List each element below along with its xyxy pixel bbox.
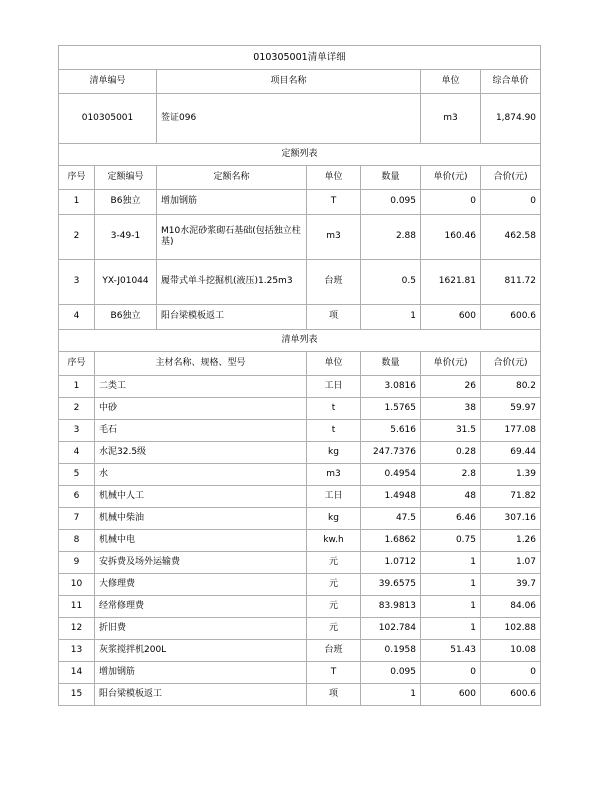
bill-row-qty: 3.0816 (361, 376, 421, 398)
bill-row-total: 84.06 (481, 596, 541, 618)
table-row (59, 618, 541, 640)
bill-row-no: 3 (59, 420, 95, 442)
table-row (59, 508, 541, 530)
bill-row-total: 102.88 (481, 618, 541, 640)
bill-row-total: 307.16 (481, 508, 541, 530)
bill-row-unit: 项 (307, 684, 361, 706)
bill-row-unit: m3 (307, 464, 361, 486)
bill-row-qty: 247.7376 (361, 442, 421, 464)
quota-header-total: 合价(元) (481, 166, 541, 190)
table-row (59, 442, 541, 464)
quota-row-no: 4 (59, 305, 95, 330)
summary-header-code: 清单编号 (59, 70, 157, 94)
bill-row-unit: 元 (307, 552, 361, 574)
bill-row-no: 7 (59, 508, 95, 530)
bill-row-qty: 0.4954 (361, 464, 421, 486)
quota-row-name: 增加钢筋 (157, 190, 307, 215)
bill-row-price: 51.43 (421, 640, 481, 662)
quota-row-code: B6独立 (95, 305, 157, 330)
bill-row-unit: kg (307, 442, 361, 464)
bill-row-price: 26 (421, 376, 481, 398)
table-row (59, 486, 541, 508)
quota-row-total: 0 (481, 190, 541, 215)
page-title: 010305001清单详细 (59, 46, 541, 70)
bill-row-qty: 5.616 (361, 420, 421, 442)
bill-row-unit: 元 (307, 574, 361, 596)
table-row (59, 376, 541, 398)
bill-row-price: 0 (421, 662, 481, 684)
bill-row-no: 8 (59, 530, 95, 552)
bill-row-qty: 1.4948 (361, 486, 421, 508)
bill-row-unit: 台班 (307, 640, 361, 662)
bill-row-unit: T (307, 662, 361, 684)
bill-row-no: 13 (59, 640, 95, 662)
summary-unit-price: 1,874.90 (481, 94, 541, 144)
bill-row-name: 中砂 (95, 398, 307, 420)
bill-row-total: 80.2 (481, 376, 541, 398)
bill-row-price: 6.46 (421, 508, 481, 530)
bill-row-total: 1.07 (481, 552, 541, 574)
table-row (59, 190, 541, 215)
quota-header-name: 定额名称 (157, 166, 307, 190)
bill-row-total: 69.44 (481, 442, 541, 464)
quota-header-row (59, 166, 541, 190)
bill-row-unit: t (307, 420, 361, 442)
bill-row-total: 39.7 (481, 574, 541, 596)
summary-header-name: 项目名称 (157, 70, 421, 94)
bill-header-no: 序号 (59, 352, 95, 376)
bill-row-qty: 83.9813 (361, 596, 421, 618)
quota-row-price: 160.46 (421, 215, 481, 260)
bill-row-unit: 工日 (307, 376, 361, 398)
bill-row-price: 600 (421, 684, 481, 706)
bill-row-unit: t (307, 398, 361, 420)
bill-row-total: 0 (481, 662, 541, 684)
quota-row-name: M10水泥砂浆砌石基础(包括独立柱基) (157, 215, 307, 260)
bill-row-name: 折旧费 (95, 618, 307, 640)
bill-row-price: 0.75 (421, 530, 481, 552)
summary-value-row (59, 94, 541, 144)
bill-row-name: 水泥32.5级 (95, 442, 307, 464)
bill-row-price: 0.28 (421, 442, 481, 464)
bill-row-no: 4 (59, 442, 95, 464)
bill-row-no: 11 (59, 596, 95, 618)
bill-row-name: 阳台梁模板返工 (95, 684, 307, 706)
bill-row-unit: 元 (307, 596, 361, 618)
table-row (59, 662, 541, 684)
bill-row-price: 2.8 (421, 464, 481, 486)
bill-header-total: 合价(元) (481, 352, 541, 376)
table-row (59, 464, 541, 486)
bill-row-qty: 39.6575 (361, 574, 421, 596)
quota-row-name: 履带式单斗挖掘机(液压)1.25m3 (157, 260, 307, 305)
bill-row-name: 安拆费及场外运输费 (95, 552, 307, 574)
bill-row-qty: 0.1958 (361, 640, 421, 662)
table-row (59, 684, 541, 706)
quota-row-no: 3 (59, 260, 95, 305)
quota-row-total: 600.6 (481, 305, 541, 330)
bill-row-total: 1.39 (481, 464, 541, 486)
quota-row-code: YX-J01044 (95, 260, 157, 305)
quota-row-code: 3-49-1 (95, 215, 157, 260)
bill-row-name: 经常修理费 (95, 596, 307, 618)
bill-row-no: 14 (59, 662, 95, 684)
summary-header-unit: 单位 (421, 70, 481, 94)
bill-row-price: 1 (421, 596, 481, 618)
summary-unit: m3 (421, 94, 481, 144)
bill-row-no: 1 (59, 376, 95, 398)
summary-code: 010305001 (59, 94, 157, 144)
bill-row-total: 600.6 (481, 684, 541, 706)
bill-section-banner (59, 330, 541, 352)
quota-row-qty: 1 (361, 305, 421, 330)
summary-header-row (59, 70, 541, 94)
bill-row-qty: 102.784 (361, 618, 421, 640)
table-row (59, 398, 541, 420)
bill-row-no: 5 (59, 464, 95, 486)
detail-table (58, 45, 541, 706)
bill-row-qty: 1.6862 (361, 530, 421, 552)
bill-row-no: 10 (59, 574, 95, 596)
document-page (58, 45, 540, 706)
quota-row-unit: T (307, 190, 361, 215)
bill-row-qty: 1 (361, 684, 421, 706)
quota-row-unit: 项 (307, 305, 361, 330)
bill-row-qty: 0.095 (361, 662, 421, 684)
bill-row-no: 2 (59, 398, 95, 420)
quota-row-no: 2 (59, 215, 95, 260)
bill-header-name: 主材名称、规格、型号 (95, 352, 307, 376)
quota-row-total: 811.72 (481, 260, 541, 305)
bill-row-name: 增加钢筋 (95, 662, 307, 684)
bill-row-price: 1 (421, 574, 481, 596)
detail-table-body (59, 46, 541, 706)
table-row (59, 574, 541, 596)
quota-row-price: 600 (421, 305, 481, 330)
summary-header-unit-price: 综合单价 (481, 70, 541, 94)
quota-row-code: B6独立 (95, 190, 157, 215)
bill-row-no: 15 (59, 684, 95, 706)
quota-banner-label: 定额列表 (59, 144, 541, 166)
quota-header-no: 序号 (59, 166, 95, 190)
quota-row-price: 1621.81 (421, 260, 481, 305)
bill-header-price: 单价(元) (421, 352, 481, 376)
bill-row-name: 机械中柴油 (95, 508, 307, 530)
bill-row-total: 1.26 (481, 530, 541, 552)
quota-row-no: 1 (59, 190, 95, 215)
bill-banner-label: 清单列表 (59, 330, 541, 352)
bill-row-total: 59.97 (481, 398, 541, 420)
bill-row-price: 31.5 (421, 420, 481, 442)
quota-row-qty: 0.095 (361, 190, 421, 215)
bill-row-name: 二类工 (95, 376, 307, 398)
bill-row-name: 灰浆搅拌机200L (95, 640, 307, 662)
quota-row-unit: 台班 (307, 260, 361, 305)
table-row (59, 420, 541, 442)
bill-row-total: 177.08 (481, 420, 541, 442)
summary-name: 签证096 (157, 94, 421, 144)
bill-row-unit: 元 (307, 618, 361, 640)
quota-header-code: 定额编号 (95, 166, 157, 190)
document-title-row (59, 46, 541, 70)
quota-header-price: 单价(元) (421, 166, 481, 190)
bill-row-unit: 工日 (307, 486, 361, 508)
bill-row-name: 大修理费 (95, 574, 307, 596)
table-row (59, 640, 541, 662)
quota-row-qty: 2.88 (361, 215, 421, 260)
table-row (59, 596, 541, 618)
bill-header-qty: 数量 (361, 352, 421, 376)
bill-row-qty: 47.5 (361, 508, 421, 530)
bill-header-row (59, 352, 541, 376)
bill-row-qty: 1.5765 (361, 398, 421, 420)
bill-row-price: 38 (421, 398, 481, 420)
bill-row-price: 48 (421, 486, 481, 508)
bill-row-unit: kg (307, 508, 361, 530)
bill-row-unit: kw.h (307, 530, 361, 552)
bill-row-total: 10.08 (481, 640, 541, 662)
quota-row-qty: 0.5 (361, 260, 421, 305)
bill-row-name: 毛石 (95, 420, 307, 442)
bill-row-qty: 1.0712 (361, 552, 421, 574)
table-row (59, 305, 541, 330)
quota-header-unit: 单位 (307, 166, 361, 190)
quota-header-qty: 数量 (361, 166, 421, 190)
quota-row-total: 462.58 (481, 215, 541, 260)
quota-row-price: 0 (421, 190, 481, 215)
bill-row-name: 机械中人工 (95, 486, 307, 508)
table-row (59, 530, 541, 552)
bill-row-name: 机械中电 (95, 530, 307, 552)
bill-row-total: 71.82 (481, 486, 541, 508)
bill-row-no: 12 (59, 618, 95, 640)
quota-row-name: 阳台梁模板返工 (157, 305, 307, 330)
quota-row-unit: m3 (307, 215, 361, 260)
table-row (59, 552, 541, 574)
bill-row-name: 水 (95, 464, 307, 486)
table-row (59, 215, 541, 260)
bill-header-unit: 单位 (307, 352, 361, 376)
bill-row-price: 1 (421, 552, 481, 574)
quota-section-banner (59, 144, 541, 166)
table-row (59, 260, 541, 305)
bill-row-no: 6 (59, 486, 95, 508)
bill-row-no: 9 (59, 552, 95, 574)
bill-row-price: 1 (421, 618, 481, 640)
